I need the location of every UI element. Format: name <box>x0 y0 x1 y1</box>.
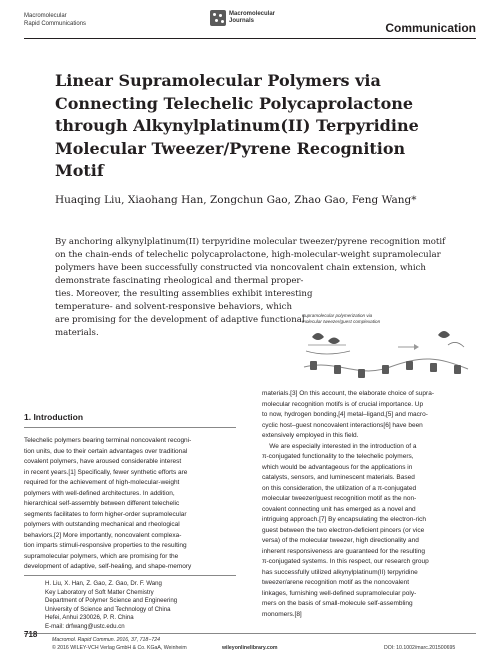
journal-name-line1: Macromolecular <box>24 13 67 19</box>
journal-name-line2: Rapid Communications <box>24 21 87 27</box>
body-line: has successfully utilized alkynylplatinum(II) terpyridine <box>262 568 418 576</box>
body-line: versa) of the molecular tweezer, high directionality and <box>262 537 419 544</box>
body-line: intriguing approach.[7] By encapsulating the electron-rich <box>262 516 427 523</box>
article-title <box>55 70 455 183</box>
title-line: Molecular Tweezer/Pyrene Recognition Motif <box>55 138 406 180</box>
body-line: Telechelic polymers bearing terminal noncovalent recogni- <box>24 437 192 444</box>
body-line: hierarchical self-assembly between different telechelic <box>24 500 180 507</box>
abstract-line: materials. <box>55 328 99 338</box>
body-line: catalysts, sensors, and luminescent materials. Based <box>262 474 415 481</box>
body-line: molecular recognition motifs is of crucial importance. Up <box>262 400 424 408</box>
affiliation-line: E-mail: drfwang@ustc.edu.cn <box>45 622 125 630</box>
body-line: in recent years.[1] Specifically, fewer synthetic efforts are <box>24 468 188 476</box>
abstract-line: on the chain-ends of telechelic polycaprolactone, high-molecular-weight supramolecular <box>55 250 441 260</box>
body-line: π-conjugated functionality to the telechelic polymers, <box>262 453 414 460</box>
abstract-line: By anchoring alkynylplatinum(II) terpyridine molecular tweezer/pyrene recognition motif <box>55 237 446 247</box>
graphical-abstract-image <box>298 307 476 387</box>
body-line: guest between the two electron-deficient pincers (or vice <box>262 526 425 534</box>
logo-text-line2: Journals <box>229 18 255 24</box>
body-line: cyclic host–guest noncovalent interactions[6] have been <box>262 421 423 429</box>
figure-label-line1: Supramolecular polymerization via <box>302 313 373 318</box>
body-line: development of adaptive, self-healing, and shape-memory <box>24 563 192 570</box>
body-line: required for the achievement of high-molecular-weight <box>24 479 180 486</box>
header-rule <box>24 38 476 39</box>
body-line: extensively employed in this field. <box>262 432 359 439</box>
abstract-line: ties. Moreover, the resulting assemblies exhibit interesting <box>55 289 313 299</box>
body-line: covalent connecting unit has emerged as a novel and <box>262 505 416 513</box>
body-line: covalent polymers, have aroused considerable interest <box>24 458 182 465</box>
affiliation-line: H. Liu, X. Han, Z. Gao, Z. Gao, Dr. F. Wang <box>45 580 162 587</box>
body-line: molecular tweezer/guest recognition motif as the non- <box>262 495 417 502</box>
body-line: We are especially interested in the introduction of a <box>262 442 417 450</box>
author-list: Huaqing Liu, Xiaohang Han, Zongchun Gao, Zhao Gao, Feng Wang* <box>55 194 417 206</box>
logo-icon <box>210 10 226 26</box>
figure-label-line2: molecular tweezer/guest complexation <box>302 319 381 324</box>
body-line: materials.[3] On this account, the elaborate choice of supra- <box>262 390 434 397</box>
abstract-line: demonstrate fascinating rheological and thermal proper- <box>55 276 304 286</box>
footer-website-link[interactable]: wileyonlinelibrary.com <box>222 645 278 651</box>
body-line: on this consideration, the utilization of a π-conjugated <box>262 484 417 492</box>
body-line: linkages, furnishing well-defined supramolecular poly- <box>262 589 417 597</box>
section-heading: 1. Introduction <box>24 412 84 422</box>
page-number: 718 <box>24 630 38 639</box>
body-line: behaviors.[2] More importantly, noncovalent complexa- <box>24 531 182 539</box>
body-line: π-conjugated systems. In this respect, our research group <box>262 558 429 565</box>
body-line: segments facilitates to form higher-order supramolecular <box>24 510 187 518</box>
body-line: tion units, due to their certain advantages over traditional <box>24 447 188 455</box>
journal-name <box>24 12 86 28</box>
footer-copyright: © 2016 WILEY-VCH Verlag GmbH & Co. KGaA, Weinheim <box>52 645 187 651</box>
body-line: which would be advantageous for the applications in <box>262 463 413 471</box>
title-line: Connecting Telechelic Polycaprolactone <box>55 93 414 113</box>
body-line: mers on the basis of small-molecule self-assembling <box>262 600 413 607</box>
abstract-line: are promising for the development of adaptive functional <box>55 315 305 325</box>
logo-text-line1: Macromolecular <box>229 11 276 17</box>
affiliation-line: Department of Polymer Science and Engineering <box>45 597 178 604</box>
body-line: monomers.[8] <box>262 610 302 618</box>
article-type: Communication <box>385 21 476 35</box>
body-line: tweezer/arene recognition motif as the noncovalent <box>262 579 410 586</box>
footer-citation: Macromol. Rapid Commun. 2016, 37, 718−724 <box>52 637 160 643</box>
abstract-line: temperature- and solvent-responsive behaviors, which <box>55 302 293 312</box>
body-line: polymers with outstanding mechanical and rheological <box>24 521 180 528</box>
affiliation-line: University of Science and Technology of China <box>45 605 171 613</box>
title-line: through Alkynylplatinum(II) Terpyridine <box>55 116 419 135</box>
section-rule <box>24 427 236 428</box>
journal-logo <box>210 10 276 30</box>
footer-rule <box>24 633 476 634</box>
body-line: to now, hydrogen bonding,[4] metal–ligand,[5] and macro- <box>262 411 428 418</box>
body-line: polymers with well-defined architectures. In addition, <box>24 489 175 497</box>
affiliation-line: Key Laboratory of Soft Matter Chemistry <box>45 588 154 596</box>
affiliation-rule <box>24 575 236 576</box>
footer-doi: DOI: 10.1002/marc.201500695 <box>384 645 456 651</box>
affiliation-line: Hefei, Anhui 230026, P. R. China <box>45 614 134 621</box>
title-line: Linear Supramolecular Polymers via <box>55 71 381 90</box>
abstract-line: polymers have been successfully constructed via noncovalent chain extension, which <box>55 263 426 273</box>
body-line: supramolecular polymers, which are promising for the <box>24 552 179 560</box>
body-line: tion imparts stimuli-responsive properties to the resulting <box>24 542 187 549</box>
body-line: inherent responsiveness are guaranteed for the resulting <box>262 547 425 555</box>
graphical-abstract <box>298 307 476 387</box>
